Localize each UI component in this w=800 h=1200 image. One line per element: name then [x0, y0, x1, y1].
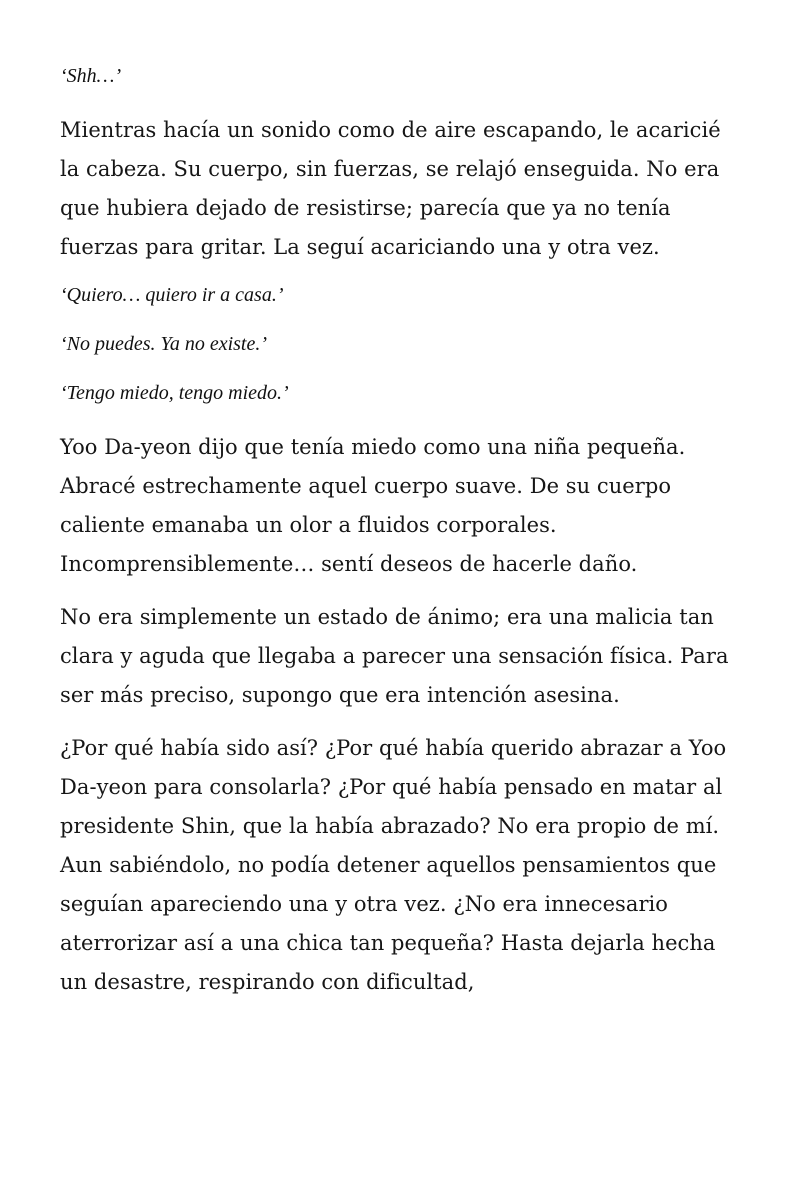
- paragraph-malice: No era simplemente un estado de ánimo; era una malicia tan clara y aguda que llegaba a parecer una sensación física. Para ser más preciso, supongo que era intención asesina.: [60, 605, 729, 707]
- paragraph-caress: Mientras hacía un sonido como de aire escapando, le acaricié la cabeza. Su cuerpo, sin fuerzas, se relajó enseguida. No era que hubiera dejado de resistirse; parecía que ya no tenía fuerzas para gritar. La seguí acariciando una y otra vez.: [60, 118, 721, 259]
- dialogue-no-longer-exists: ‘No puedes. Ya no existe.’: [60, 333, 268, 355]
- reader-page: [60, 62, 740, 1016]
- paragraph-questions: ¿Por qué había sido así? ¿Por qué había querido abrazar a Yoo Da-yeon para consolarla? ¿Por qué había pensado en matar al presidente Shin, que la había abrazado? No era propio de mí. Aun sabiéndolo, no podía detener aquellos pensamientos que seguían apareciendo una y otra vez. ¿No era innecesario aterrorizar así a una chica tan pequeña? Hasta dejarla hecha un desastre, respirando con dificultad,: [60, 736, 727, 994]
- paragraph-embrace: Yoo Da-yeon dijo que tenía miedo como una niña pequeña. Abracé estrechamente aquel cuerpo suave. De su cuerpo caliente emanaba un olor a fluidos corporales. Incomprensiblemente… sentí deseos de hacerle daño.: [60, 435, 686, 576]
- dialogue-want-home: ‘Quiero… quiero ir a casa.’: [60, 284, 284, 306]
- dialogue-afraid: ‘Tengo miedo, tengo miedo.’: [60, 382, 289, 404]
- dialogue-shh: ‘Shh…’: [60, 65, 122, 87]
